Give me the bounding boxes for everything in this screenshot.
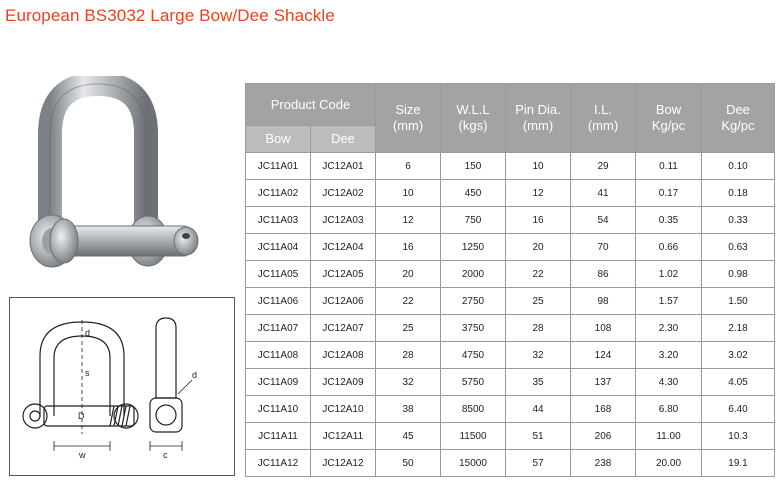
table-cell: 4750 bbox=[441, 342, 506, 369]
table-row bbox=[246, 207, 775, 234]
table-cell: 32 bbox=[506, 342, 571, 369]
table-cell: 28 bbox=[376, 342, 441, 369]
table-cell: 38 bbox=[376, 396, 441, 423]
table-cell: 20 bbox=[376, 261, 441, 288]
table-cell: JC12A04 bbox=[311, 234, 376, 261]
table-cell: 10 bbox=[376, 180, 441, 207]
table-cell: 0.11 bbox=[636, 153, 702, 180]
header-bow-weight: Bow Kg/pc bbox=[636, 84, 702, 153]
table-cell: 12 bbox=[506, 180, 571, 207]
table-cell: JC12A03 bbox=[311, 207, 376, 234]
table-cell: 4.05 bbox=[702, 369, 775, 396]
technical-drawing bbox=[9, 297, 235, 476]
table-cell: 0.66 bbox=[636, 234, 702, 261]
table-cell: 2000 bbox=[441, 261, 506, 288]
table-cell: 6.80 bbox=[636, 396, 702, 423]
table-cell: 750 bbox=[441, 207, 506, 234]
table-cell: 0.10 bbox=[702, 153, 775, 180]
table-cell: 20.00 bbox=[636, 450, 702, 477]
drawing-label-d: d bbox=[85, 328, 91, 338]
table-cell: JC12A01 bbox=[311, 153, 376, 180]
table-cell: 4.30 bbox=[636, 369, 702, 396]
table-cell: 2.18 bbox=[702, 315, 775, 342]
table-cell: 22 bbox=[376, 288, 441, 315]
table-cell: JC12A12 bbox=[311, 450, 376, 477]
drawing-label-w: w bbox=[79, 450, 86, 460]
table-row bbox=[246, 369, 775, 396]
table-cell: 3750 bbox=[441, 315, 506, 342]
drawing-label-d2: d bbox=[192, 370, 198, 380]
table-cell: JC12A08 bbox=[311, 342, 376, 369]
table-cell: 206 bbox=[571, 423, 636, 450]
table-cell: 3.02 bbox=[702, 342, 775, 369]
table-cell: 0.18 bbox=[702, 180, 775, 207]
table-cell: 450 bbox=[441, 180, 506, 207]
table-cell: JC11A11 bbox=[246, 423, 311, 450]
table-cell: 15000 bbox=[441, 450, 506, 477]
drawing-label-s: s bbox=[85, 368, 90, 378]
table-cell: 54 bbox=[571, 207, 636, 234]
page-title: European BS3032 Large Bow/Dee Shackle bbox=[5, 6, 335, 25]
table-cell: 1250 bbox=[441, 234, 506, 261]
table-cell: JC12A11 bbox=[311, 423, 376, 450]
table-cell: 8500 bbox=[441, 396, 506, 423]
table-row bbox=[246, 396, 775, 423]
table-cell: JC12A10 bbox=[311, 396, 376, 423]
table-cell: 6.40 bbox=[702, 396, 775, 423]
table-cell: 29 bbox=[571, 153, 636, 180]
table-cell: 51 bbox=[506, 423, 571, 450]
table-cell: 57 bbox=[506, 450, 571, 477]
table-row bbox=[246, 315, 775, 342]
table-cell: 28 bbox=[506, 315, 571, 342]
table-cell: JC11A04 bbox=[246, 234, 311, 261]
table-row bbox=[246, 288, 775, 315]
table-cell: 98 bbox=[571, 288, 636, 315]
table-cell: 2.30 bbox=[636, 315, 702, 342]
table-cell: 44 bbox=[506, 396, 571, 423]
table-cell: JC11A03 bbox=[246, 207, 311, 234]
specification-table bbox=[245, 83, 775, 477]
table-cell: 2750 bbox=[441, 288, 506, 315]
table-cell: 137 bbox=[571, 369, 636, 396]
table-cell: 1.50 bbox=[702, 288, 775, 315]
table-cell: 6 bbox=[376, 153, 441, 180]
table-cell: JC11A01 bbox=[246, 153, 311, 180]
table-cell: 168 bbox=[571, 396, 636, 423]
table-row bbox=[246, 234, 775, 261]
table-cell: 86 bbox=[571, 261, 636, 288]
table-cell: 11500 bbox=[441, 423, 506, 450]
table-row bbox=[246, 153, 775, 180]
table-cell: 35 bbox=[506, 369, 571, 396]
table-cell: JC12A05 bbox=[311, 261, 376, 288]
table-cell: JC11A12 bbox=[246, 450, 311, 477]
header-dee-weight: Dee Kg/pc bbox=[702, 84, 775, 153]
table-cell: JC12A02 bbox=[311, 180, 376, 207]
table-cell: 0.17 bbox=[636, 180, 702, 207]
table-cell: JC12A06 bbox=[311, 288, 376, 315]
table-cell: 5750 bbox=[441, 369, 506, 396]
header-dee: Dee bbox=[311, 126, 376, 153]
table-cell: 25 bbox=[506, 288, 571, 315]
table-cell: 22 bbox=[506, 261, 571, 288]
table-cell: JC11A06 bbox=[246, 288, 311, 315]
table-cell: 10 bbox=[506, 153, 571, 180]
table-cell: JC12A07 bbox=[311, 315, 376, 342]
table-cell: 70 bbox=[571, 234, 636, 261]
table-cell: 3.20 bbox=[636, 342, 702, 369]
table-cell: JC11A02 bbox=[246, 180, 311, 207]
table-cell: JC11A09 bbox=[246, 369, 311, 396]
table-cell: 238 bbox=[571, 450, 636, 477]
table-cell: 1.57 bbox=[636, 288, 702, 315]
table-cell: 32 bbox=[376, 369, 441, 396]
drawing-label-c: c bbox=[163, 450, 168, 460]
table-cell: 108 bbox=[571, 315, 636, 342]
table-cell: 16 bbox=[506, 207, 571, 234]
table-cell: 45 bbox=[376, 423, 441, 450]
table-cell: 0.98 bbox=[702, 261, 775, 288]
header-il: I.L. (mm) bbox=[571, 84, 636, 153]
header-bow: Bow bbox=[246, 126, 311, 153]
table-row bbox=[246, 423, 775, 450]
table-cell: 25 bbox=[376, 315, 441, 342]
table-cell: 10.3 bbox=[702, 423, 775, 450]
table-cell: 11.00 bbox=[636, 423, 702, 450]
header-pin-dia: Pin Dia. (mm) bbox=[506, 84, 571, 153]
header-product-code: Product Code bbox=[246, 84, 376, 126]
header-size: Size (mm) bbox=[376, 84, 441, 153]
shackle-photo bbox=[28, 76, 218, 286]
table-cell: JC11A05 bbox=[246, 261, 311, 288]
table-row bbox=[246, 261, 775, 288]
table-cell: 0.33 bbox=[702, 207, 775, 234]
table-cell: JC11A10 bbox=[246, 396, 311, 423]
table-cell: 12 bbox=[376, 207, 441, 234]
drawing-label-D: D bbox=[78, 411, 85, 421]
header-wll: W.L.L (kgs) bbox=[441, 84, 506, 153]
table-cell: 124 bbox=[571, 342, 636, 369]
table-cell: JC11A08 bbox=[246, 342, 311, 369]
table-cell: JC11A07 bbox=[246, 315, 311, 342]
table-cell: 1.02 bbox=[636, 261, 702, 288]
table-cell: JC12A09 bbox=[311, 369, 376, 396]
table-cell: 0.63 bbox=[702, 234, 775, 261]
table-cell: 150 bbox=[441, 153, 506, 180]
table-cell: 20 bbox=[506, 234, 571, 261]
table-cell: 41 bbox=[571, 180, 636, 207]
table-row bbox=[246, 180, 775, 207]
table-cell: 0.35 bbox=[636, 207, 702, 234]
table-cell: 16 bbox=[376, 234, 441, 261]
table-cell: 19.1 bbox=[702, 450, 775, 477]
table-row bbox=[246, 450, 775, 477]
table-cell: 50 bbox=[376, 450, 441, 477]
table-row bbox=[246, 342, 775, 369]
